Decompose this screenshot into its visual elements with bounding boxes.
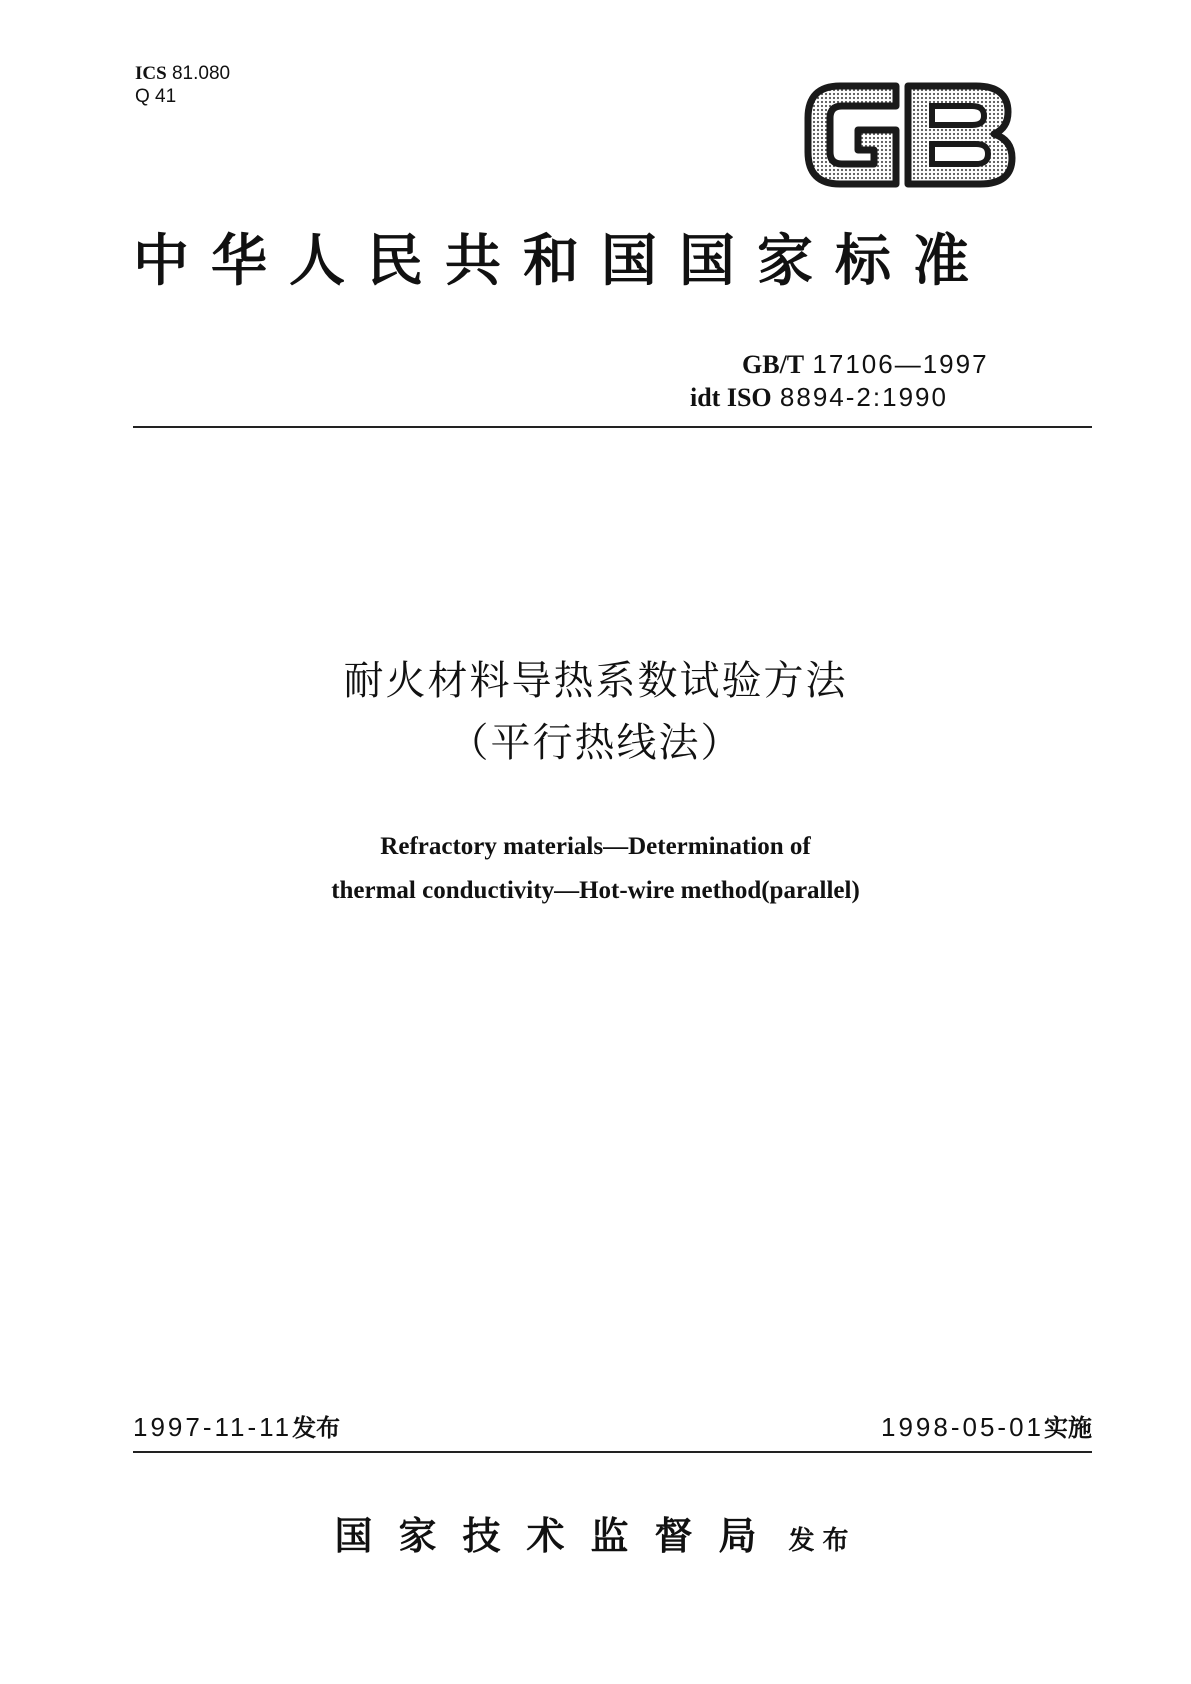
chinese-title-line-1: 耐火材料导热系数试验方法 <box>343 658 848 704</box>
standard-number-line <box>742 348 989 381</box>
standard-number: 17106—1997 <box>812 349 989 379</box>
national-standard-title: 中华人民共和国国家标准 <box>133 228 991 294</box>
header-divider <box>133 426 1092 428</box>
effective-date-value: 1998-05-01 <box>881 1412 1044 1442</box>
publisher-organization: 国家技术监督局 <box>334 1513 783 1558</box>
ics-line <box>135 62 230 85</box>
standard-number-block <box>690 348 989 414</box>
ics-prefix: ICS <box>135 63 167 84</box>
iso-equivalence-prefix: idt ISO <box>690 383 772 412</box>
effective-date <box>881 1410 1092 1445</box>
publisher-line <box>0 1505 1191 1560</box>
classification-block <box>135 62 230 108</box>
gb-logo-g <box>808 86 896 184</box>
ics-code: 81.080 <box>171 63 231 84</box>
footer-divider <box>133 1451 1092 1453</box>
issue-date-label: 发布 <box>292 1414 341 1442</box>
chinese-title-line-2: （平行热线法） <box>448 720 743 766</box>
ccs-line: Q 41 <box>135 86 177 107</box>
dates-row <box>133 1410 1092 1446</box>
standard-number-prefix: GB/T <box>742 350 805 379</box>
gb-logo-b <box>908 86 1012 184</box>
english-title <box>0 825 1191 913</box>
issue-date-value: 1997-11-11 <box>133 1412 293 1442</box>
issue-date <box>133 1410 340 1445</box>
english-title-line-2: thermal conductivity—Hot-wire method(parallel) <box>331 877 860 904</box>
gb-logo <box>800 76 1020 194</box>
chinese-title <box>0 650 1191 774</box>
iso-equivalence: 8894-2:1990 <box>779 382 948 412</box>
publisher-action: 发布 <box>788 1526 857 1556</box>
english-title-line-1: Refractory materials—Determination of <box>380 833 811 860</box>
iso-equivalence-line <box>690 381 989 414</box>
effective-date-label: 实施 <box>1044 1414 1092 1442</box>
